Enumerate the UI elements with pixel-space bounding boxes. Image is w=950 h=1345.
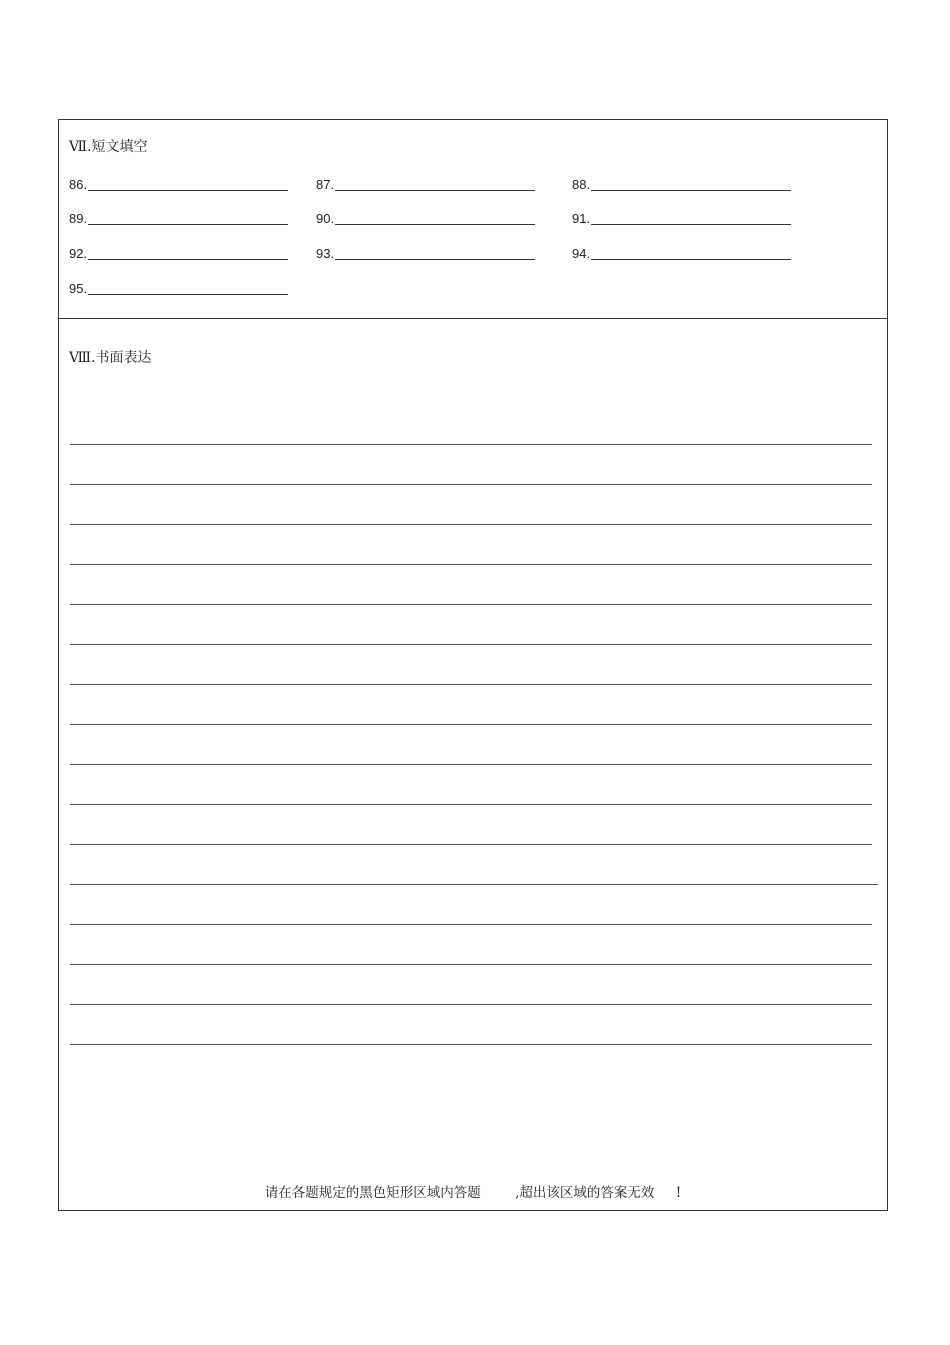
answer-blank-93[interactable] [316, 243, 535, 261]
answer-line[interactable] [88, 224, 288, 225]
answer-line[interactable] [88, 190, 288, 191]
answer-blank-91[interactable] [572, 208, 791, 226]
question-number: 88. [572, 177, 591, 192]
answer-line[interactable] [335, 190, 535, 191]
answer-line[interactable] [88, 259, 288, 260]
writing-area[interactable] [70, 405, 872, 1045]
section-title: Ⅷ.书面表达 [69, 350, 152, 366]
answer-blank-92[interactable] [69, 243, 288, 261]
writing-line[interactable] [70, 725, 872, 765]
question-number: 87. [316, 177, 335, 192]
writing-line[interactable] [70, 565, 872, 605]
writing-line[interactable] [70, 525, 872, 565]
writing-line[interactable] [70, 1005, 872, 1045]
question-number: 86. [69, 177, 88, 192]
answer-blank-90[interactable] [316, 208, 535, 226]
writing-line[interactable] [70, 485, 872, 525]
answer-line[interactable] [335, 259, 535, 260]
question-number: 94. [572, 246, 591, 261]
footer-notice: 请在各题规定的黑色矩形区域内答题 ,超出该区域的答案无效 ! [264, 1185, 682, 1201]
answer-line[interactable] [335, 224, 535, 225]
answer-blank-95[interactable] [69, 278, 288, 296]
answer-line[interactable] [591, 224, 791, 225]
writing-line[interactable] [70, 765, 872, 805]
section-short-passage-fill [59, 120, 887, 318]
writing-line[interactable] [70, 605, 872, 645]
question-number: 93. [316, 246, 335, 261]
writing-line[interactable] [70, 805, 872, 845]
answer-line[interactable] [591, 190, 791, 191]
writing-line[interactable] [70, 925, 872, 965]
question-number: 92. [69, 246, 88, 261]
answer-blank-94[interactable] [572, 243, 791, 261]
question-number: 95. [69, 281, 88, 296]
answer-line[interactable] [88, 294, 288, 295]
writing-line[interactable] [70, 445, 872, 485]
answer-blank-88[interactable] [572, 174, 791, 192]
writing-line[interactable] [70, 645, 872, 685]
writing-line[interactable] [70, 405, 872, 445]
question-number: 91. [572, 211, 591, 226]
section-title: Ⅶ.短文填空 [69, 139, 148, 155]
question-number: 90. [316, 211, 335, 226]
answer-line[interactable] [591, 259, 791, 260]
writing-line[interactable] [70, 885, 872, 925]
answer-blank-89[interactable] [69, 208, 288, 226]
answer-sheet [58, 119, 888, 1211]
writing-line[interactable] [70, 965, 872, 1005]
writing-line[interactable] [70, 685, 872, 725]
writing-line[interactable] [70, 845, 878, 885]
answer-blank-86[interactable] [69, 174, 288, 192]
answer-blank-87[interactable] [316, 174, 535, 192]
question-number: 89. [69, 211, 88, 226]
section-written-expression [59, 319, 887, 1209]
